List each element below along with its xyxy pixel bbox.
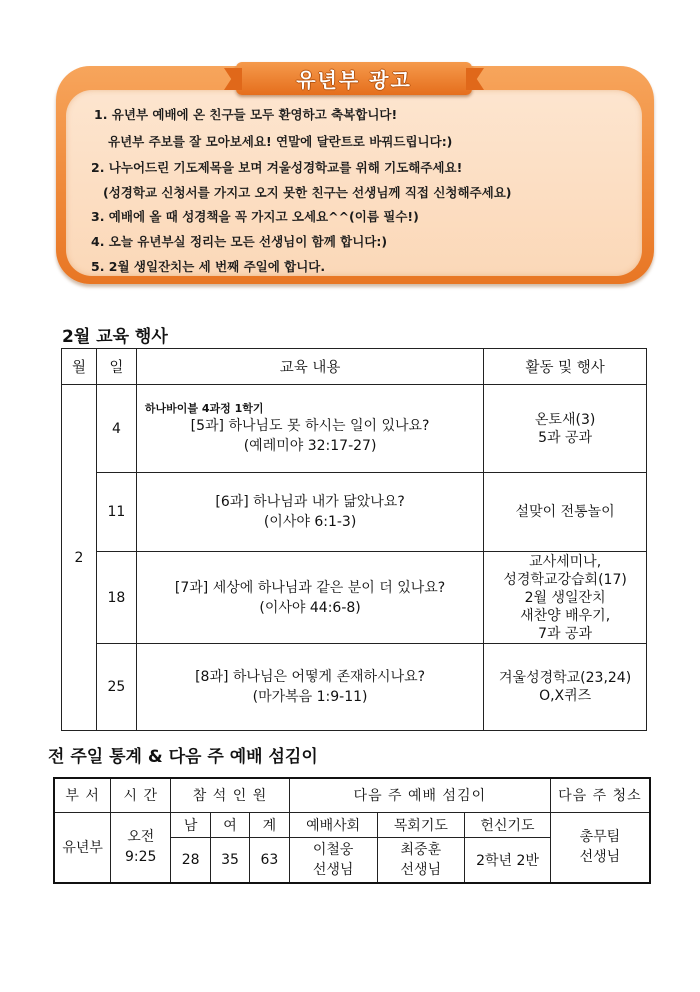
activity-item: 2월 생일잔치: [524, 589, 606, 606]
subheader-male: 남: [171, 812, 211, 837]
header-attendance: 참 석 인 원: [171, 778, 290, 812]
header-month: 월: [62, 349, 97, 385]
activity-item: 온토새(3): [534, 411, 596, 428]
day-cell: 25: [96, 644, 136, 731]
activity-cell: [484, 552, 647, 644]
header-day: 일: [96, 349, 136, 385]
content-cell: [136, 644, 483, 731]
day-cell: 4: [96, 385, 136, 473]
male-count: 28: [171, 837, 211, 883]
table-row: [62, 644, 647, 731]
lesson-title: [6과] 하나님과 내가 닮았나요?: [215, 494, 405, 510]
notice-title: 유년부 광고: [296, 68, 412, 92]
stats-heading: 전 주일 통계 & 다음 주 예배 섬김이: [48, 747, 318, 767]
lesson-reference: (마가복음 1:9-11): [252, 689, 368, 705]
notice-line-2-cont: (성경학교 신청서를 가지고 오지 못한 친구는 선생님께 직접 신청해주세요): [103, 185, 512, 200]
activity-item: 겨울성경학교(23,24): [499, 670, 632, 686]
stats-header-row: [54, 778, 650, 812]
notice-line-1-cont: 유년부 주보를 잘 모아보세요! 연말에 달란트로 바꿔드립니다:): [108, 134, 453, 149]
table-row: [62, 385, 647, 473]
activity-item: 7과 공과: [538, 625, 593, 642]
month-cell: 2: [62, 385, 97, 731]
activity-cell: [484, 385, 647, 473]
activity-item: 새찬양 배우기,: [520, 607, 611, 624]
header-time: 시 간: [111, 778, 171, 812]
header-dept: 부 서: [54, 778, 111, 812]
lesson-title: [5과] 하나님도 못 하시는 일이 있나요?: [190, 417, 430, 434]
activity-item: O,X퀴즈: [539, 688, 592, 704]
subheader-pastoral-prayer: 목회기도: [377, 812, 465, 837]
table-row: [62, 552, 647, 644]
subheader-female: 여: [211, 812, 250, 837]
header-activity: 활동 및 행사: [484, 349, 647, 385]
content-cell: [136, 385, 483, 473]
subheader-leader: 예배사회: [289, 812, 377, 837]
time-line-2: 9:25: [125, 849, 157, 866]
stats-table: [53, 777, 651, 884]
total-count: 63: [249, 837, 289, 883]
table-row: [62, 473, 647, 552]
notice-line-1: 1. 유년부 예배에 온 친구들 모두 환영하고 축복합니다!: [94, 107, 398, 122]
lesson-reference: (이사야 44:6-8): [259, 599, 361, 616]
cleaning-line-1: 총무팀: [579, 829, 621, 846]
leader-name: 이철웅: [312, 841, 354, 858]
dept-cell: 유년부: [54, 812, 111, 883]
lesson-title: [8과] 하나님은 어떻게 존재하시나요?: [195, 669, 426, 685]
cleaning-cell: [550, 812, 650, 883]
subheader-offering-prayer: 헌신기도: [465, 812, 551, 837]
subheader-total: 계: [249, 812, 289, 837]
notice-line-4: 4. 오늘 유년부실 정리는 모든 선생님이 함께 합니다:): [91, 234, 388, 249]
activity-item: 성경학교강습회(17): [503, 571, 627, 588]
pastoral-title: 선생님: [400, 861, 442, 878]
pastoral-name: 최중훈: [400, 841, 442, 858]
header-cleaning: 다음 주 청소: [550, 778, 650, 812]
content-cell: [136, 473, 483, 552]
notice-line-2: 2. 나누어드린 기도제목을 보며 겨울성경학교를 위해 기도해주세요!: [91, 160, 463, 175]
notice-line-3: 3. 예배에 올 때 성경책을 꼭 가지고 오세요^^(이름 필수!): [91, 209, 419, 224]
pastoral-cell: [377, 837, 465, 883]
leader-title: 선생님: [312, 861, 354, 878]
activity-cell: [484, 473, 647, 552]
activity-item: 교사세미나,: [529, 553, 602, 570]
cleaning-line-2: 선생님: [579, 849, 621, 866]
lesson-reference: (예레미야 32:17-27): [243, 437, 377, 454]
leader-cell: [289, 837, 377, 883]
notice-line-5: 5. 2월 생일잔치는 세 번째 주일에 합니다.: [91, 259, 326, 274]
female-count: 35: [211, 837, 250, 883]
lesson-reference: (이사야 6:1-3): [263, 514, 357, 530]
day-cell: 11: [96, 473, 136, 552]
events-heading: 2월 교육 행사: [62, 327, 168, 347]
content-cell: [136, 552, 483, 644]
header-content: 교육 내용: [136, 349, 483, 385]
offering-cell: 2학년 2반: [465, 837, 551, 883]
series-label: 하나바이블 4과정 1학기: [144, 401, 264, 415]
activity-item: 5과 공과: [538, 429, 593, 446]
events-table: [61, 348, 647, 731]
events-header-row: [62, 349, 647, 385]
header-servers: 다음 주 예배 섬김이: [289, 778, 550, 812]
activity-cell: [484, 644, 647, 731]
stats-subheader-row: [54, 812, 650, 837]
time-cell: [111, 812, 171, 883]
notice-title-banner: [236, 62, 472, 95]
day-cell: 18: [96, 552, 136, 644]
activity-item: 설맞이 전통놀이: [515, 504, 615, 520]
time-line-1: 오전: [127, 829, 155, 846]
lesson-title: [7과] 세상에 하나님과 같은 분이 더 있나요?: [174, 579, 446, 596]
